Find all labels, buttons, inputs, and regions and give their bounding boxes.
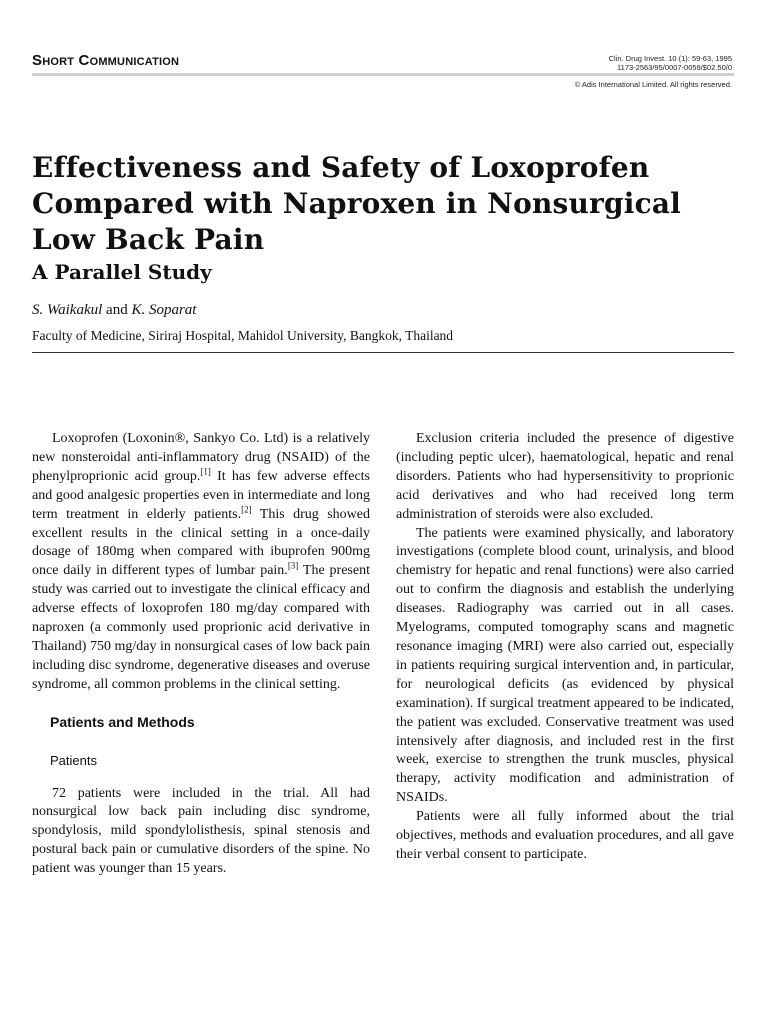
reference-marker: [2] <box>241 503 252 514</box>
section-label: Short Communication <box>32 52 180 69</box>
consent-paragraph: Patients were all fully informed about the trial objectives, methods and evaluation procedures, and all gave their verbal consent to participate. <box>396 809 734 862</box>
examination-paragraph: The patients were examined physically, and laboratory investigations (complete blood count, urinalysis, and blood chemistry for hepatic and renal functions) were also carried out to confirm the diagnosis and establish the underlying diseases. Radiography was carried out in all cases. Myelograms, computed tomography scans and magnetic resonance imaging (MRI) were also carried out, especially in patients requiring surgical intervention and, in particular, for neurological deficits (as evidenced by physical examination). If surgical treatment appeared to be indicated, the patient was excluded. Conservative treatment was used intensively after diagnosis, and included rest in the first week, exercise to strengthen the trunk muscles, physical therapy, activity modification and administration of NSAIDs. <box>396 525 734 806</box>
author-name: S. Waikakul <box>32 302 103 318</box>
reference-marker: [3] <box>287 560 299 571</box>
intro-text: Loxoprofen (Loxonin®, Sankyo Co. Ltd) is a relatively new nonsteroidal anti-inflammatory drug (NSAID) of the phenylproprionic acid group. <box>32 431 370 484</box>
author-name: K. Soparat <box>131 302 197 318</box>
citation-line-1: Clin. Drug Invest. 10 (1): 59-63, 1995 <box>608 54 732 63</box>
right-column <box>396 430 734 865</box>
exclusion-paragraph: Exclusion criteria included the presence of digestive (including peptic ulcer), haematological, hepatic and renal disorders. Patients who had hypersensitivity to proprionic acid derivatives and who had received long term administration of steroids were also excluded. <box>396 431 734 522</box>
reference-marker: [1] <box>200 466 211 477</box>
intro-text: The present study was carried out to investigate the clinical efficacy and adverse effects of loxoprofen 180 mg/day compared with naproxen (a commonly used proprionic acid derivative in Thailand) 750 mg/day in nonsurgical cases of low back pain including disc syndrome, degenerative diseases and overuse syndrome, all common problems in the clinical setting. <box>32 563 370 692</box>
author-affiliation: Faculty of Medicine, Siriraj Hospital, Mahidol University, Bangkok, Thailand <box>32 328 454 343</box>
author-conjunction: and <box>102 302 132 318</box>
article-subtitle: A Parallel Study <box>32 260 212 284</box>
author-line <box>32 302 196 319</box>
subsection-heading: Patients <box>50 752 97 768</box>
affiliation-rule <box>32 352 734 353</box>
intro-text: It has few adverse effects and good analgesic properties even in intermediate and long term treatment in elderly patients. <box>32 468 370 522</box>
section-heading: Patients and Methods <box>50 713 195 730</box>
citation-line-2: 1173-2563/95/0007-0059/$02.50/0 <box>617 63 732 72</box>
copyright-notice: © Adis International Limited. All rights reserved. <box>574 80 732 89</box>
intro-paragraph <box>32 430 370 695</box>
journal-citation <box>609 54 732 72</box>
patients-paragraph: 72 patients were included in the trial. All had nonsurgical low back pain including disc syndrome, spondylosis, mild spondylolisthesis, spinal stenosis and postural back pain or cumulative disorders of the spine. No patient was younger than 15 years. <box>32 785 370 877</box>
article-title: Effectiveness and Safety of Loxoprofen Compared with Naproxen in Nonsurgical Low Back Pain <box>32 151 682 256</box>
intro-text: This drug showed excellent results in the clinical setting in a once-daily dosage of 180mg when compared with ibuprofen 900mg once daily in different types of lumbar pain. <box>32 506 370 579</box>
left-column <box>32 430 370 879</box>
header-rule <box>32 73 734 76</box>
